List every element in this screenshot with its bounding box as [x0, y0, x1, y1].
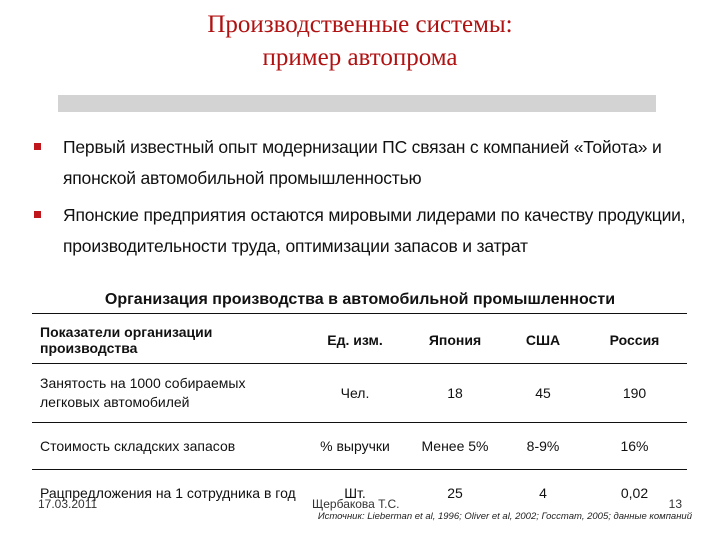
table-cell: % выручки	[304, 423, 406, 470]
table-cell: 8-9%	[504, 423, 582, 470]
slide-title-line-1: Производственные системы:	[207, 11, 513, 38]
table-cell: Занятость на 1000 собираемых легковых автомобилей	[32, 364, 304, 423]
table-row	[32, 364, 687, 423]
square-bullet-icon	[34, 211, 41, 218]
table-cell: Чел.	[304, 364, 406, 423]
bullet-text: Японские предприятия остаются мировыми лидерами по качеству продукции, производительности труда, оптимизации запасов и затрат	[63, 205, 686, 256]
bullet-text: Первый известный опыт модернизации ПС связан с компанией «Тойота» и японской автомобильной промышленностью	[63, 137, 662, 188]
table-cell: 190	[582, 364, 687, 423]
table-title: Организация производства в автомобильной промышленности	[104, 291, 616, 308]
square-bullet-icon	[34, 143, 41, 150]
table-cell: 18	[406, 364, 504, 423]
column-header: Показатели организации производства	[32, 316, 304, 364]
slide-title-line-2: пример автопрома	[262, 44, 458, 71]
column-header: Япония	[406, 316, 504, 364]
table-cell: Стоимость складских запасов	[32, 423, 304, 470]
table-row	[32, 423, 687, 470]
source-note: Источник: Lieberman et al, 1996; Oliver et al, 2002; Госстат, 2005; данные компаний	[317, 511, 692, 522]
table-cell: Менее 5%	[406, 423, 504, 470]
bullet-list	[32, 132, 692, 268]
bullet-item	[32, 132, 692, 194]
table-cell: 4	[539, 485, 547, 501]
column-header: США	[504, 316, 582, 364]
page-number: 13	[668, 497, 682, 511]
table-cell: Шт.	[344, 485, 366, 501]
table-cell: 16%	[582, 423, 687, 470]
footer-author: Щербакова Т.С.	[312, 497, 400, 511]
column-header: Ед. изм.	[304, 316, 406, 364]
footer-date: 17.03.2011	[38, 497, 98, 511]
table-cell: 0,02	[620, 485, 649, 501]
table-cell: 25	[447, 485, 463, 501]
decorative-bar	[58, 95, 656, 112]
table-cell: Рацпредложения на 1 сотрудника в год	[40, 485, 296, 501]
column-header: Россия	[582, 316, 687, 364]
table-cell: 45	[504, 364, 582, 423]
bullet-item	[32, 200, 692, 262]
table-top-rule	[32, 313, 687, 314]
table-header-row	[32, 316, 687, 364]
production-table	[32, 316, 687, 517]
slide-title	[0, 8, 720, 74]
